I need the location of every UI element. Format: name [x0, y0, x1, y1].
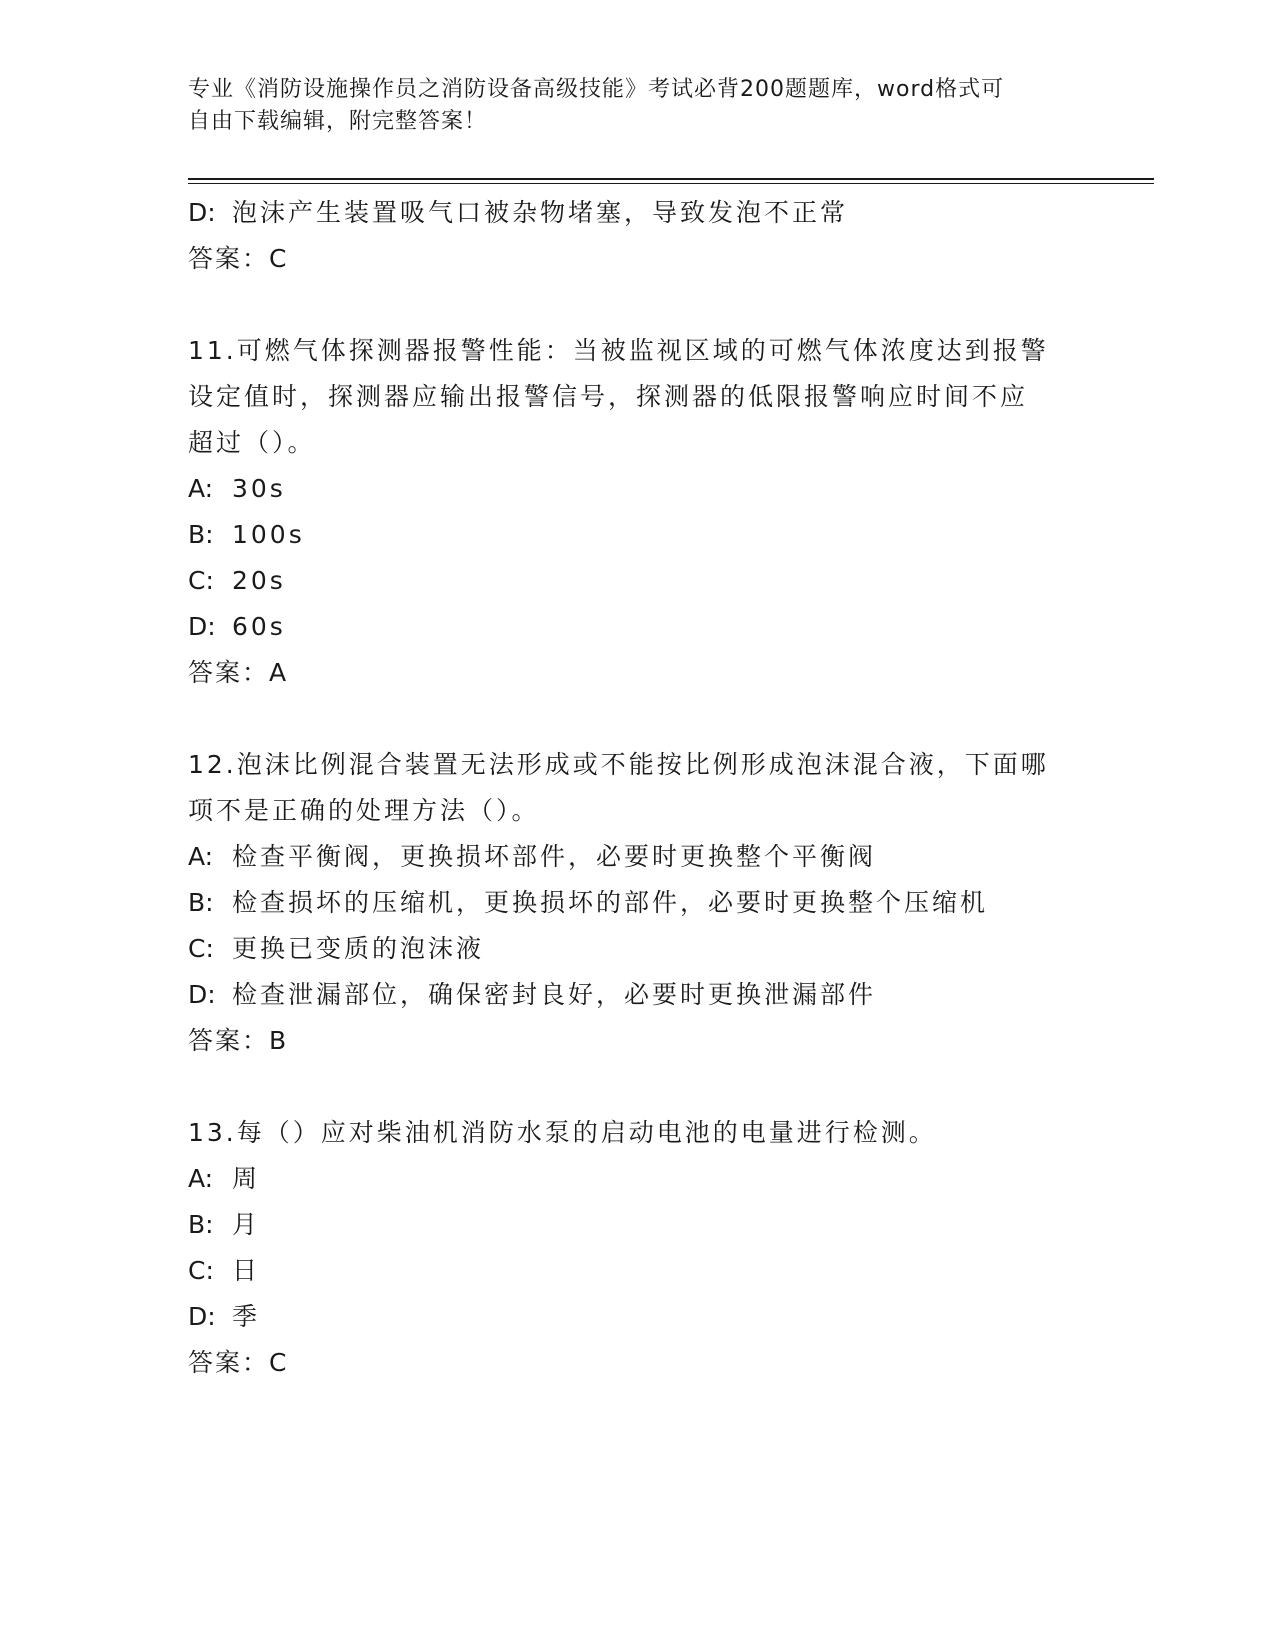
question-stem-line: 12.泡沫比例混合装置无法形成或不能按比例形成泡沫混合液，下面哪 — [188, 750, 1049, 779]
option-text: 60s — [232, 612, 286, 641]
option-text: 月 — [232, 1210, 261, 1239]
option-d — [188, 1294, 1088, 1340]
option-label: B: — [188, 520, 214, 549]
question-11 — [188, 328, 1088, 696]
header-divider-thick — [188, 178, 1154, 180]
option-label: B: — [188, 888, 214, 917]
previous-option-d — [188, 190, 1088, 236]
option-b — [188, 880, 1088, 926]
option-label: A: — [188, 474, 214, 503]
question-stem-line: 超过（）。 — [188, 428, 316, 457]
option-c — [188, 926, 1088, 972]
option-text: 周 — [232, 1164, 261, 1193]
header-title-line-2: 自由下载编辑，附完整答案！ — [188, 109, 488, 134]
option-a — [188, 1156, 1088, 1202]
answer: 答案：A — [188, 658, 289, 687]
option-text: 检查平衡阀，更换损坏部件，必要时更换整个平衡阀 — [232, 842, 877, 871]
spacer — [188, 696, 1088, 742]
option-text: 日 — [232, 1256, 261, 1285]
question-stem-line: 11.可燃气体探测器报警性能：当被监视区域的可燃气体浓度达到报警 — [188, 336, 1049, 365]
option-a — [188, 834, 1088, 880]
previous-answer: 答案：C — [188, 244, 289, 273]
option-text: 季 — [232, 1302, 261, 1331]
question-stem-line: 项不是正确的处理方法（）。 — [188, 796, 540, 825]
question-13 — [188, 1110, 1088, 1386]
option-d — [188, 604, 1088, 650]
option-text: 更换已变质的泡沫液 — [232, 934, 485, 963]
option-label: C: — [188, 566, 214, 595]
answer: 答案：B — [188, 1026, 289, 1055]
option-label: B: — [188, 1210, 214, 1239]
option-text: 泡沫产生装置吸气口被杂物堵塞，导致发泡不正常 — [232, 198, 849, 227]
option-c — [188, 558, 1088, 604]
option-c — [188, 1248, 1088, 1294]
answer: 答案：C — [188, 1348, 289, 1377]
option-label: C: — [188, 934, 214, 963]
option-a — [188, 466, 1088, 512]
question-content — [188, 190, 1088, 1386]
option-label: A: — [188, 1164, 214, 1193]
option-text: 100s — [232, 520, 305, 549]
header-title-line-1: 专业《消防设施操作员之消防设备高级技能》考试必背200题题库，word格式可 — [188, 77, 1005, 102]
question-stem-line: 设定值时，探测器应输出报警信号，探测器的低限报警响应时间不应 — [188, 382, 1029, 411]
spacer — [188, 282, 1088, 328]
option-b — [188, 512, 1088, 558]
option-text: 检查损坏的压缩机，更换损坏的部件，必要时更换整个压缩机 — [232, 888, 989, 917]
option-label: D: — [188, 198, 216, 227]
option-label: D: — [188, 980, 216, 1009]
option-text: 30s — [232, 474, 286, 503]
spacer — [188, 1064, 1088, 1110]
option-label: A: — [188, 842, 214, 871]
question-12 — [188, 742, 1088, 1064]
option-label: D: — [188, 1302, 216, 1331]
question-stem-line: 13.每（）应对柴油机消防水泵的启动电池的电量进行检测。 — [188, 1118, 937, 1147]
option-b — [188, 1202, 1088, 1248]
option-text: 检查泄漏部位，确保密封良好，必要时更换泄漏部件 — [232, 980, 877, 1009]
option-d — [188, 972, 1088, 1018]
header-divider-thin — [188, 183, 1154, 184]
page-header — [188, 74, 1068, 138]
option-text: 20s — [232, 566, 286, 595]
option-label: D: — [188, 612, 216, 641]
option-label: C: — [188, 1256, 214, 1285]
